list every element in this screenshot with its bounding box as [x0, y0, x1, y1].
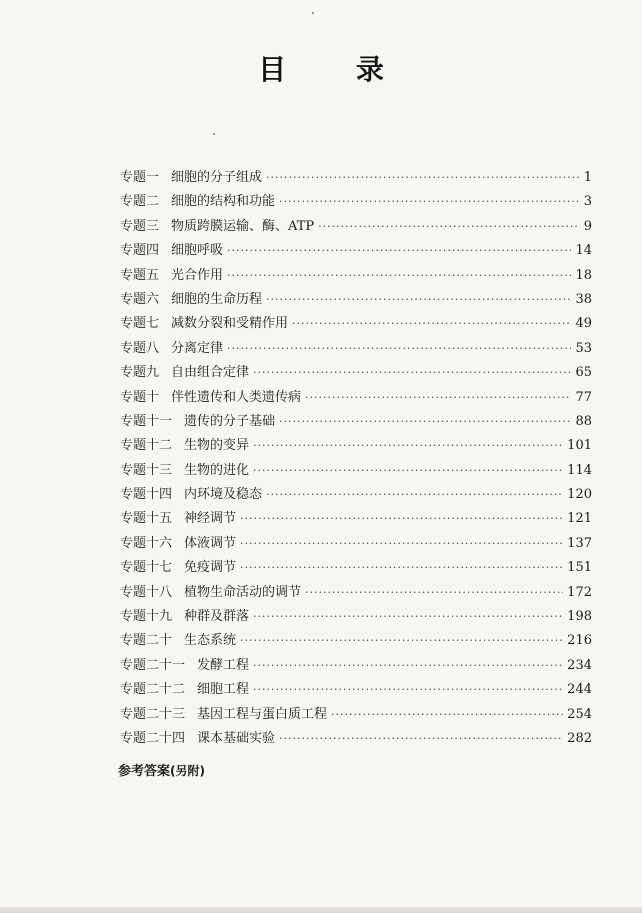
toc-entry [120, 507, 592, 531]
toc-entry [120, 312, 592, 336]
toc-page-number: 65 [575, 365, 592, 381]
toc-dot-leader [266, 166, 580, 190]
toc-dot-leader [240, 556, 563, 580]
toc-page-number: 216 [567, 633, 592, 649]
toc-entry [120, 459, 592, 483]
toc-dot-leader [227, 264, 571, 288]
toc-entry [120, 215, 592, 239]
toc-topic-number: 专题十七 [120, 560, 173, 576]
toc-dot-leader [266, 483, 563, 507]
toc-topic-title: 细胞工程 [197, 682, 250, 698]
toc-page-number: 282 [567, 730, 592, 746]
toc-page-number: 1 [583, 170, 592, 185]
toc-dot-leader [279, 727, 563, 751]
toc-dot-leader [253, 605, 563, 629]
toc-dot-leader [279, 190, 580, 214]
toc-topic-title: 分离定律 [171, 340, 224, 356]
toc-topic-title: 物质跨膜运输、酶、ATP [171, 218, 315, 234]
toc-entry [120, 166, 592, 190]
toc-entry [120, 288, 592, 312]
toc-page-number: 198 [567, 609, 592, 625]
toc-topic-number: 专题八 [120, 340, 160, 356]
toc-entry [120, 483, 592, 507]
toc-topic-number: 专题二 [120, 194, 160, 210]
toc-entry [120, 581, 592, 605]
toc-dot-leader [253, 678, 563, 702]
toc-page-number: 254 [567, 706, 592, 722]
toc-dot-leader [253, 361, 571, 385]
toc-topic-title: 免疫调节 [184, 560, 237, 576]
toc-page-number: 244 [567, 682, 592, 698]
toc-page-number: 53 [575, 340, 592, 356]
toc-topic-title: 体液调节 [184, 535, 237, 551]
toc-topic-number: 专题二十 [120, 633, 173, 649]
toc-topic-title: 细胞呼吸 [171, 243, 224, 259]
toc-dot-leader [292, 312, 571, 336]
toc-topic-number: 专题二十二 [120, 682, 186, 698]
toc-entry [120, 605, 592, 629]
toc-topic-title: 自由组合定律 [171, 365, 250, 381]
toc-entry [120, 386, 592, 410]
toc-dot-leader [227, 337, 571, 361]
toc-topic-number: 专题十四 [120, 487, 173, 503]
toc-topic-title: 细胞的生命历程 [171, 291, 263, 307]
toc-topic-number: 专题二十一 [120, 657, 186, 673]
toc-topic-number: 专题十八 [120, 584, 173, 600]
toc-topic-number: 专题十九 [120, 609, 173, 625]
toc-page-number: 234 [567, 657, 592, 673]
toc-page-number: 114 [567, 462, 592, 478]
toc-entry [120, 264, 592, 288]
toc-topic-title: 光合作用 [171, 267, 224, 283]
toc-page-number: 151 [567, 560, 592, 576]
toc-dot-leader [253, 434, 563, 458]
toc-topic-number: 专题十一 [120, 413, 173, 429]
page-title: 目 录 [258, 53, 414, 86]
toc-page-number: 137 [567, 535, 592, 551]
toc-entry [120, 703, 592, 727]
toc-entry [120, 190, 592, 214]
toc-dot-leader [305, 581, 563, 605]
toc-entry [120, 654, 592, 678]
toc-page-number: 18 [575, 267, 592, 283]
toc-topic-title: 减数分裂和受精作用 [171, 316, 289, 332]
toc-entry [120, 629, 592, 653]
toc-topic-number: 专题四 [120, 243, 160, 259]
toc-topic-number: 专题十五 [120, 511, 173, 527]
paper-speck [312, 12, 314, 14]
toc-entry [120, 434, 592, 458]
toc-topic-title: 遗传的分子基础 [184, 413, 276, 429]
toc-dot-leader [240, 507, 563, 531]
toc-page-number: 121 [567, 511, 592, 527]
toc-entry [120, 727, 592, 751]
toc-entry [120, 678, 592, 702]
toc-topic-number: 专题十六 [120, 535, 173, 551]
toc-topic-number: 专题五 [120, 267, 160, 283]
toc-topic-number: 专题一 [120, 170, 160, 185]
toc-dot-leader [240, 629, 563, 653]
toc-topic-title: 生物的变异 [184, 438, 250, 454]
toc-entry [120, 361, 592, 385]
toc-topic-title: 生物的进化 [184, 462, 250, 478]
toc-topic-title: 种群及群落 [184, 609, 250, 625]
answers-entry [118, 760, 205, 779]
toc-entry [120, 532, 592, 556]
toc-dot-leader [305, 386, 571, 410]
toc-dot-leader [240, 532, 563, 556]
table-of-contents [120, 166, 592, 751]
toc-page-number: 101 [567, 438, 592, 454]
toc-dot-leader [227, 239, 571, 263]
toc-page-number: 172 [567, 584, 592, 600]
toc-topic-title: 内环境及稳态 [184, 487, 263, 503]
paper-speck [213, 133, 215, 135]
toc-dot-leader [253, 459, 563, 483]
toc-entry [120, 239, 592, 263]
toc-page-number: 9 [583, 218, 592, 234]
toc-topic-title: 伴性遗传和人类遗传病 [171, 389, 302, 405]
toc-topic-number: 专题十二 [120, 438, 173, 454]
page-bottom-edge [0, 907, 642, 913]
toc-topic-title: 基因工程与蛋白质工程 [197, 706, 328, 722]
toc-page-number: 120 [567, 487, 592, 503]
toc-topic-title: 生态系统 [184, 633, 237, 649]
toc-topic-number: 专题三 [120, 218, 160, 234]
toc-dot-leader [253, 654, 563, 678]
toc-dot-leader [279, 410, 571, 434]
toc-topic-number: 专题二十四 [120, 730, 186, 746]
toc-dot-leader [266, 288, 571, 312]
toc-entry [120, 337, 592, 361]
toc-topic-title: 细胞的结构和功能 [171, 194, 276, 210]
toc-dot-leader [331, 703, 563, 727]
toc-topic-title: 神经调节 [184, 511, 237, 527]
toc-topic-title: 植物生命活动的调节 [184, 584, 302, 600]
toc-topic-number: 专题十 [120, 389, 160, 405]
toc-topic-number: 专题二十三 [120, 706, 186, 722]
answers-label: 参考答案 [118, 764, 171, 779]
toc-entry [120, 556, 592, 580]
toc-page-number: 3 [583, 194, 592, 210]
toc-topic-title: 发酵工程 [197, 657, 250, 673]
toc-topic-number: 专题十三 [120, 462, 173, 478]
toc-page-number: 49 [575, 316, 592, 332]
toc-topic-number: 专题九 [120, 365, 160, 381]
toc-page-number: 77 [575, 389, 592, 405]
toc-page-number: 38 [575, 291, 592, 307]
toc-entry [120, 410, 592, 434]
toc-topic-number: 专题七 [120, 316, 160, 332]
toc-page-number: 14 [575, 243, 592, 259]
toc-topic-title: 课本基础实验 [197, 730, 276, 746]
toc-topic-number: 专题六 [120, 291, 160, 307]
toc-topic-title: 细胞的分子组成 [171, 170, 263, 185]
toc-page-number: 88 [575, 413, 592, 429]
toc-dot-leader [318, 215, 580, 239]
answers-note: (另附) [170, 764, 205, 778]
